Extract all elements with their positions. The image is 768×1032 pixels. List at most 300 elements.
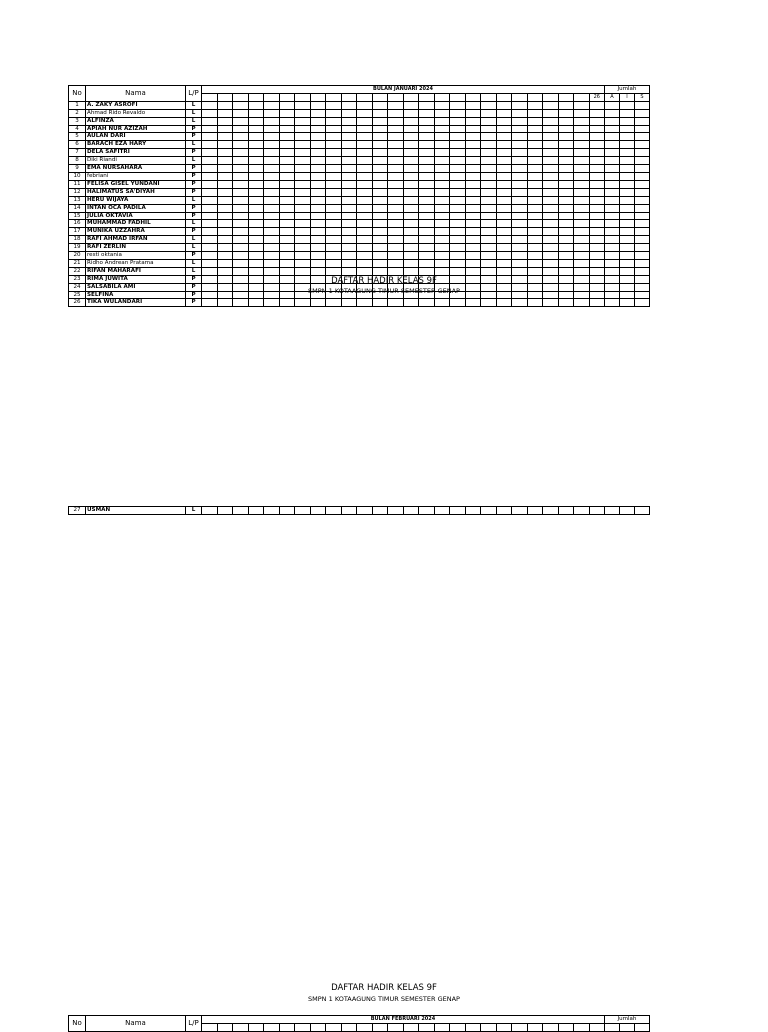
attendance-cell[interactable] — [372, 275, 388, 283]
attendance-cell[interactable] — [217, 212, 233, 220]
attendance-cell[interactable] — [589, 267, 605, 275]
attendance-cell[interactable] — [496, 172, 512, 180]
attendance-cell[interactable] — [357, 101, 373, 109]
attendance-cell[interactable] — [341, 252, 357, 260]
attendance-cell[interactable] — [295, 236, 311, 244]
attendance-cell[interactable] — [295, 109, 311, 117]
attendance-cell[interactable] — [635, 180, 650, 188]
attendance-cell[interactable] — [388, 220, 404, 228]
attendance-cell[interactable] — [512, 149, 528, 157]
attendance-cell[interactable] — [295, 244, 311, 252]
attendance-cell[interactable] — [620, 228, 635, 236]
attendance-cell[interactable] — [450, 212, 466, 220]
attendance-cell[interactable] — [357, 133, 373, 141]
attendance-cell[interactable] — [558, 125, 574, 133]
attendance-cell[interactable] — [248, 125, 264, 133]
attendance-cell[interactable] — [403, 133, 419, 141]
attendance-cell[interactable] — [574, 283, 590, 291]
attendance-cell[interactable] — [543, 204, 559, 212]
attendance-cell[interactable] — [388, 165, 404, 173]
attendance-cell[interactable] — [279, 291, 295, 299]
attendance-cell[interactable] — [589, 149, 605, 157]
attendance-cell[interactable] — [543, 165, 559, 173]
attendance-cell[interactable] — [527, 157, 543, 165]
attendance-cell[interactable] — [589, 133, 605, 141]
attendance-cell[interactable] — [341, 507, 357, 515]
attendance-cell[interactable] — [574, 180, 590, 188]
attendance-cell[interactable] — [202, 228, 218, 236]
attendance-cell[interactable] — [434, 212, 450, 220]
attendance-cell[interactable] — [202, 133, 218, 141]
attendance-cell[interactable] — [635, 125, 650, 133]
attendance-cell[interactable] — [248, 117, 264, 125]
attendance-cell[interactable] — [403, 141, 419, 149]
attendance-cell[interactable] — [496, 133, 512, 141]
attendance-cell[interactable] — [589, 157, 605, 165]
attendance-cell[interactable] — [450, 172, 466, 180]
attendance-cell[interactable] — [620, 204, 635, 212]
attendance-cell[interactable] — [279, 220, 295, 228]
attendance-cell[interactable] — [403, 228, 419, 236]
attendance-cell[interactable] — [388, 141, 404, 149]
attendance-cell[interactable] — [419, 259, 435, 267]
attendance-cell[interactable] — [543, 101, 559, 109]
attendance-cell[interactable] — [434, 165, 450, 173]
attendance-cell[interactable] — [326, 188, 342, 196]
attendance-cell[interactable] — [403, 157, 419, 165]
attendance-cell[interactable] — [264, 299, 280, 307]
attendance-cell[interactable] — [589, 172, 605, 180]
attendance-cell[interactable] — [403, 125, 419, 133]
attendance-cell[interactable] — [388, 149, 404, 157]
attendance-cell[interactable] — [295, 212, 311, 220]
attendance-cell[interactable] — [481, 133, 497, 141]
attendance-cell[interactable] — [419, 125, 435, 133]
attendance-cell[interactable] — [264, 165, 280, 173]
attendance-cell[interactable] — [372, 188, 388, 196]
attendance-cell[interactable] — [264, 180, 280, 188]
attendance-cell[interactable] — [496, 109, 512, 117]
attendance-cell[interactable] — [434, 157, 450, 165]
attendance-cell[interactable] — [403, 212, 419, 220]
attendance-cell[interactable] — [310, 259, 326, 267]
attendance-cell[interactable] — [481, 299, 497, 307]
attendance-cell[interactable] — [481, 204, 497, 212]
attendance-cell[interactable] — [388, 188, 404, 196]
attendance-cell[interactable] — [635, 220, 650, 228]
attendance-cell[interactable] — [434, 220, 450, 228]
attendance-cell[interactable] — [543, 267, 559, 275]
attendance-cell[interactable] — [279, 228, 295, 236]
attendance-cell[interactable] — [264, 283, 280, 291]
attendance-cell[interactable] — [481, 196, 497, 204]
attendance-cell[interactable] — [450, 109, 466, 117]
attendance-cell[interactable] — [233, 101, 249, 109]
attendance-cell[interactable] — [341, 133, 357, 141]
attendance-cell[interactable] — [326, 204, 342, 212]
attendance-cell[interactable] — [635, 196, 650, 204]
attendance-cell[interactable] — [574, 204, 590, 212]
attendance-cell[interactable] — [419, 101, 435, 109]
attendance-cell[interactable] — [558, 196, 574, 204]
attendance-cell[interactable] — [465, 125, 481, 133]
attendance-cell[interactable] — [450, 180, 466, 188]
attendance-cell[interactable] — [450, 236, 466, 244]
attendance-cell[interactable] — [605, 141, 620, 149]
attendance-cell[interactable] — [279, 196, 295, 204]
attendance-cell[interactable] — [403, 149, 419, 157]
attendance-cell[interactable] — [527, 125, 543, 133]
attendance-cell[interactable] — [496, 157, 512, 165]
attendance-cell[interactable] — [450, 117, 466, 125]
attendance-cell[interactable] — [605, 165, 620, 173]
attendance-cell[interactable] — [419, 141, 435, 149]
attendance-cell[interactable] — [481, 165, 497, 173]
attendance-cell[interactable] — [217, 244, 233, 252]
attendance-cell[interactable] — [450, 259, 466, 267]
attendance-cell[interactable] — [310, 212, 326, 220]
attendance-cell[interactable] — [372, 267, 388, 275]
attendance-cell[interactable] — [543, 125, 559, 133]
attendance-cell[interactable] — [326, 228, 342, 236]
attendance-cell[interactable] — [357, 125, 373, 133]
attendance-cell[interactable] — [543, 244, 559, 252]
attendance-cell[interactable] — [310, 275, 326, 283]
attendance-cell[interactable] — [589, 259, 605, 267]
attendance-cell[interactable] — [527, 283, 543, 291]
attendance-cell[interactable] — [279, 109, 295, 117]
attendance-cell[interactable] — [574, 125, 590, 133]
attendance-cell[interactable] — [388, 244, 404, 252]
attendance-cell[interactable] — [465, 275, 481, 283]
attendance-cell[interactable] — [233, 252, 249, 260]
attendance-cell[interactable] — [620, 507, 635, 515]
attendance-cell[interactable] — [496, 117, 512, 125]
attendance-cell[interactable] — [264, 204, 280, 212]
attendance-cell[interactable] — [574, 236, 590, 244]
attendance-cell[interactable] — [233, 188, 249, 196]
attendance-cell[interactable] — [543, 252, 559, 260]
attendance-cell[interactable] — [512, 196, 528, 204]
attendance-cell[interactable] — [543, 172, 559, 180]
attendance-cell[interactable] — [434, 149, 450, 157]
attendance-cell[interactable] — [465, 204, 481, 212]
attendance-cell[interactable] — [496, 228, 512, 236]
attendance-cell[interactable] — [202, 165, 218, 173]
attendance-cell[interactable] — [558, 188, 574, 196]
attendance-cell[interactable] — [589, 507, 605, 515]
attendance-cell[interactable] — [450, 157, 466, 165]
attendance-cell[interactable] — [217, 267, 233, 275]
attendance-cell[interactable] — [279, 259, 295, 267]
attendance-cell[interactable] — [496, 299, 512, 307]
attendance-cell[interactable] — [605, 180, 620, 188]
attendance-cell[interactable] — [372, 133, 388, 141]
attendance-cell[interactable] — [589, 228, 605, 236]
attendance-cell[interactable] — [295, 228, 311, 236]
attendance-cell[interactable] — [635, 204, 650, 212]
attendance-cell[interactable] — [605, 291, 620, 299]
attendance-cell[interactable] — [310, 109, 326, 117]
attendance-cell[interactable] — [574, 172, 590, 180]
attendance-cell[interactable] — [357, 244, 373, 252]
attendance-cell[interactable] — [357, 228, 373, 236]
attendance-cell[interactable] — [326, 180, 342, 188]
attendance-cell[interactable] — [450, 299, 466, 307]
attendance-cell[interactable] — [481, 172, 497, 180]
attendance-cell[interactable] — [357, 204, 373, 212]
attendance-cell[interactable] — [372, 172, 388, 180]
attendance-cell[interactable] — [295, 141, 311, 149]
attendance-cell[interactable] — [527, 244, 543, 252]
attendance-cell[interactable] — [465, 188, 481, 196]
attendance-cell[interactable] — [512, 259, 528, 267]
attendance-cell[interactable] — [264, 228, 280, 236]
attendance-cell[interactable] — [248, 188, 264, 196]
attendance-cell[interactable] — [512, 267, 528, 275]
attendance-cell[interactable] — [248, 109, 264, 117]
attendance-cell[interactable] — [465, 299, 481, 307]
attendance-cell[interactable] — [465, 291, 481, 299]
attendance-cell[interactable] — [635, 141, 650, 149]
attendance-cell[interactable] — [635, 101, 650, 109]
attendance-cell[interactable] — [357, 212, 373, 220]
attendance-cell[interactable] — [512, 283, 528, 291]
attendance-cell[interactable] — [326, 259, 342, 267]
attendance-cell[interactable] — [512, 252, 528, 260]
attendance-cell[interactable] — [310, 267, 326, 275]
attendance-cell[interactable] — [620, 236, 635, 244]
attendance-cell[interactable] — [295, 125, 311, 133]
attendance-cell[interactable] — [635, 507, 650, 515]
attendance-cell[interactable] — [403, 117, 419, 125]
attendance-cell[interactable] — [558, 204, 574, 212]
attendance-cell[interactable] — [279, 172, 295, 180]
attendance-cell[interactable] — [372, 252, 388, 260]
attendance-cell[interactable] — [558, 117, 574, 125]
attendance-cell[interactable] — [512, 236, 528, 244]
attendance-cell[interactable] — [202, 172, 218, 180]
attendance-cell[interactable] — [341, 117, 357, 125]
attendance-cell[interactable] — [558, 228, 574, 236]
attendance-cell[interactable] — [326, 267, 342, 275]
attendance-cell[interactable] — [217, 252, 233, 260]
attendance-cell[interactable] — [527, 196, 543, 204]
attendance-cell[interactable] — [248, 165, 264, 173]
attendance-cell[interactable] — [217, 141, 233, 149]
attendance-cell[interactable] — [388, 252, 404, 260]
attendance-cell[interactable] — [419, 204, 435, 212]
attendance-cell[interactable] — [248, 196, 264, 204]
attendance-cell[interactable] — [202, 259, 218, 267]
attendance-cell[interactable] — [248, 291, 264, 299]
attendance-cell[interactable] — [635, 149, 650, 157]
attendance-cell[interactable] — [558, 267, 574, 275]
attendance-cell[interactable] — [589, 196, 605, 204]
attendance-cell[interactable] — [202, 141, 218, 149]
attendance-cell[interactable] — [558, 259, 574, 267]
attendance-cell[interactable] — [589, 117, 605, 125]
attendance-cell[interactable] — [481, 236, 497, 244]
attendance-cell[interactable] — [217, 291, 233, 299]
attendance-cell[interactable] — [372, 204, 388, 212]
attendance-cell[interactable] — [558, 180, 574, 188]
attendance-cell[interactable] — [635, 252, 650, 260]
attendance-cell[interactable] — [496, 196, 512, 204]
attendance-cell[interactable] — [434, 259, 450, 267]
attendance-cell[interactable] — [403, 172, 419, 180]
attendance-cell[interactable] — [217, 196, 233, 204]
attendance-cell[interactable] — [279, 125, 295, 133]
attendance-cell[interactable] — [310, 236, 326, 244]
attendance-cell[interactable] — [357, 275, 373, 283]
attendance-cell[interactable] — [558, 299, 574, 307]
attendance-cell[interactable] — [512, 244, 528, 252]
attendance-cell[interactable] — [310, 228, 326, 236]
attendance-cell[interactable] — [635, 212, 650, 220]
attendance-cell[interactable] — [357, 188, 373, 196]
attendance-cell[interactable] — [202, 252, 218, 260]
attendance-cell[interactable] — [635, 236, 650, 244]
attendance-cell[interactable] — [264, 141, 280, 149]
attendance-cell[interactable] — [388, 291, 404, 299]
attendance-cell[interactable] — [434, 236, 450, 244]
attendance-cell[interactable] — [496, 149, 512, 157]
attendance-cell[interactable] — [388, 196, 404, 204]
attendance-cell[interactable] — [512, 101, 528, 109]
attendance-cell[interactable] — [465, 109, 481, 117]
attendance-cell[interactable] — [527, 180, 543, 188]
attendance-cell[interactable] — [496, 236, 512, 244]
attendance-cell[interactable] — [217, 299, 233, 307]
attendance-cell[interactable] — [620, 117, 635, 125]
attendance-cell[interactable] — [620, 172, 635, 180]
attendance-cell[interactable] — [558, 149, 574, 157]
attendance-cell[interactable] — [279, 244, 295, 252]
attendance-cell[interactable] — [248, 157, 264, 165]
attendance-cell[interactable] — [635, 275, 650, 283]
attendance-cell[interactable] — [217, 204, 233, 212]
attendance-cell[interactable] — [279, 283, 295, 291]
attendance-cell[interactable] — [465, 283, 481, 291]
attendance-cell[interactable] — [527, 188, 543, 196]
attendance-cell[interactable] — [589, 188, 605, 196]
attendance-cell[interactable] — [635, 172, 650, 180]
attendance-cell[interactable] — [635, 188, 650, 196]
attendance-cell[interactable] — [620, 125, 635, 133]
attendance-cell[interactable] — [388, 259, 404, 267]
attendance-cell[interactable] — [233, 157, 249, 165]
attendance-cell[interactable] — [589, 141, 605, 149]
attendance-cell[interactable] — [589, 244, 605, 252]
attendance-cell[interactable] — [450, 244, 466, 252]
attendance-cell[interactable] — [496, 125, 512, 133]
attendance-cell[interactable] — [357, 157, 373, 165]
attendance-cell[interactable] — [233, 180, 249, 188]
attendance-cell[interactable] — [233, 172, 249, 180]
attendance-cell[interactable] — [202, 244, 218, 252]
attendance-cell[interactable] — [512, 141, 528, 149]
attendance-cell[interactable] — [388, 267, 404, 275]
attendance-cell[interactable] — [388, 299, 404, 307]
attendance-cell[interactable] — [341, 259, 357, 267]
attendance-cell[interactable] — [264, 149, 280, 157]
attendance-cell[interactable] — [543, 299, 559, 307]
attendance-cell[interactable] — [403, 236, 419, 244]
attendance-cell[interactable] — [217, 236, 233, 244]
attendance-cell[interactable] — [341, 267, 357, 275]
attendance-cell[interactable] — [341, 165, 357, 173]
attendance-cell[interactable] — [372, 236, 388, 244]
attendance-cell[interactable] — [403, 188, 419, 196]
attendance-cell[interactable] — [620, 259, 635, 267]
attendance-cell[interactable] — [341, 299, 357, 307]
attendance-cell[interactable] — [558, 507, 574, 515]
attendance-cell[interactable] — [419, 252, 435, 260]
attendance-cell[interactable] — [388, 157, 404, 165]
attendance-cell[interactable] — [295, 133, 311, 141]
attendance-cell[interactable] — [341, 212, 357, 220]
attendance-cell[interactable] — [388, 172, 404, 180]
attendance-cell[interactable] — [326, 196, 342, 204]
attendance-cell[interactable] — [357, 236, 373, 244]
attendance-cell[interactable] — [326, 244, 342, 252]
attendance-cell[interactable] — [388, 109, 404, 117]
attendance-cell[interactable] — [605, 109, 620, 117]
attendance-cell[interactable] — [202, 299, 218, 307]
attendance-cell[interactable] — [496, 141, 512, 149]
attendance-cell[interactable] — [589, 275, 605, 283]
attendance-cell[interactable] — [589, 291, 605, 299]
attendance-cell[interactable] — [326, 157, 342, 165]
attendance-cell[interactable] — [357, 149, 373, 157]
attendance-cell[interactable] — [419, 212, 435, 220]
attendance-cell[interactable] — [589, 180, 605, 188]
attendance-cell[interactable] — [543, 196, 559, 204]
attendance-cell[interactable] — [403, 259, 419, 267]
attendance-cell[interactable] — [512, 188, 528, 196]
attendance-cell[interactable] — [543, 141, 559, 149]
attendance-cell[interactable] — [372, 101, 388, 109]
attendance-cell[interactable] — [481, 244, 497, 252]
attendance-cell[interactable] — [635, 299, 650, 307]
attendance-cell[interactable] — [388, 275, 404, 283]
attendance-cell[interactable] — [248, 267, 264, 275]
attendance-cell[interactable] — [496, 212, 512, 220]
attendance-cell[interactable] — [589, 165, 605, 173]
attendance-cell[interactable] — [264, 267, 280, 275]
attendance-cell[interactable] — [465, 141, 481, 149]
attendance-cell[interactable] — [465, 196, 481, 204]
attendance-cell[interactable] — [202, 283, 218, 291]
attendance-cell[interactable] — [481, 157, 497, 165]
attendance-cell[interactable] — [326, 220, 342, 228]
attendance-cell[interactable] — [295, 204, 311, 212]
attendance-cell[interactable] — [574, 507, 590, 515]
attendance-cell[interactable] — [558, 236, 574, 244]
attendance-cell[interactable] — [512, 507, 528, 515]
attendance-cell[interactable] — [419, 220, 435, 228]
attendance-cell[interactable] — [357, 283, 373, 291]
attendance-cell[interactable] — [620, 267, 635, 275]
attendance-cell[interactable] — [279, 133, 295, 141]
attendance-cell[interactable] — [388, 204, 404, 212]
attendance-cell[interactable] — [605, 149, 620, 157]
attendance-cell[interactable] — [341, 101, 357, 109]
attendance-cell[interactable] — [574, 157, 590, 165]
attendance-cell[interactable] — [372, 149, 388, 157]
attendance-cell[interactable] — [248, 141, 264, 149]
